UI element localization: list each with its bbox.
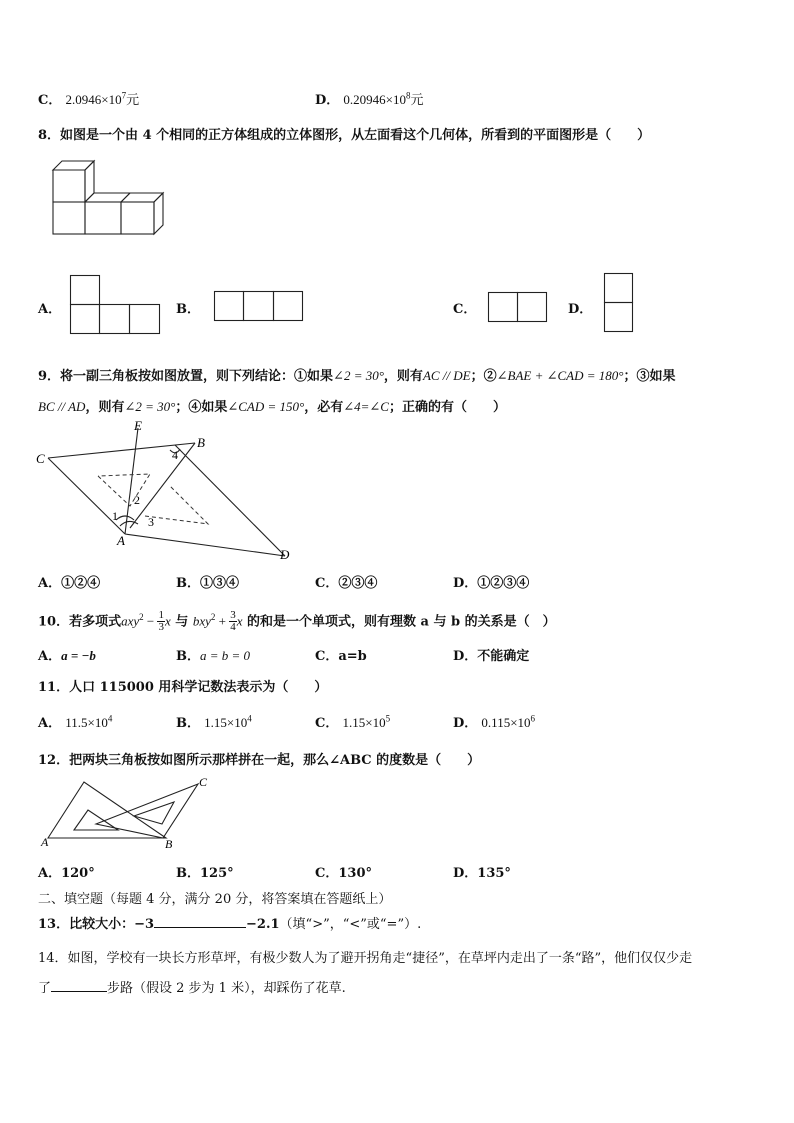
q9-line2-mid: ，则有 <box>85 400 125 415</box>
q9-label-1: 1 <box>112 509 118 523</box>
q8-option-c-figure[interactable] <box>488 292 552 324</box>
q9-option-b[interactable]: B．①③④ <box>176 576 239 591</box>
q12-label-b: B <box>165 837 173 851</box>
q9-option-c[interactable]: C．②③④ <box>315 576 378 591</box>
q11-option-c-value: 1.15×10 <box>342 715 386 730</box>
q11-option-a[interactable] <box>38 712 112 731</box>
q9-math-2: AC // DE <box>422 368 471 383</box>
q7-option-d-exp: 8 <box>406 90 411 101</box>
q9-math-5: ∠2 = 30° <box>124 399 176 414</box>
q12-option-c[interactable]: C．130° <box>315 866 372 881</box>
q12-label-a: A <box>41 835 49 849</box>
q10-option-a[interactable] <box>38 645 96 664</box>
q7-option-d-value: 0.20946×10 <box>343 92 407 107</box>
q9-label-4: 4 <box>172 448 178 462</box>
q9-line1-mid2: ；② <box>470 369 497 384</box>
q9-line1-prefix: 9．将一副三角板按如图放置，则下列结论：①如果 <box>38 369 334 384</box>
q10-frac2-num: 3 <box>230 609 236 622</box>
q11-option-c-label: C． <box>315 716 339 731</box>
q12-option-a[interactable]: A．120° <box>38 866 95 881</box>
q11-option-d-label: D． <box>453 716 478 731</box>
q12-triangle-figure <box>38 774 218 850</box>
q10-fraction-2 <box>229 610 237 633</box>
q7-option-d[interactable] <box>315 89 424 108</box>
q10-x1: x <box>164 613 171 629</box>
q9-math-7: ∠4=∠C <box>343 399 389 414</box>
q10-option-d[interactable]: D．不能确定 <box>453 649 530 664</box>
q9-label-2: 2 <box>134 493 140 507</box>
q9-label-a: A <box>117 533 125 548</box>
q9-label-e: E <box>134 418 142 433</box>
q10-with: 与 <box>170 614 193 630</box>
q11-option-b-label: B． <box>176 716 200 731</box>
q9-label-b: B <box>197 435 205 450</box>
q10-frac1-den: 3 <box>158 621 164 634</box>
q14-line2-prefix: 了 <box>38 981 52 996</box>
q10-plus: + <box>215 613 230 629</box>
q10-option-a-label: A． <box>38 649 62 664</box>
q11-option-a-label: A． <box>38 716 62 731</box>
q9-math-4: BC // AD <box>38 399 86 414</box>
q8-question: 8．如图是一个由 4 个相同的正方体组成的立体图形，从左面看这个几何体，所看到的平面图形是（ ） <box>38 128 651 143</box>
q10-frac1-num: 1 <box>158 609 164 622</box>
q9-option-d[interactable]: D．①②③④ <box>453 576 530 591</box>
q9-math-6: ∠CAD = 150° <box>227 399 305 414</box>
q9-line2-end: ；正确的有（ ） <box>388 400 506 415</box>
q11-question: 11．人口 115000 用科学记数法表示为（ ） <box>38 680 328 695</box>
q7-option-d-label: D． <box>315 93 340 108</box>
q12-option-d[interactable]: D．135° <box>453 866 511 881</box>
q12-option-b[interactable]: B．125° <box>176 866 234 881</box>
q11-option-a-value: 11.5×10 <box>65 715 108 730</box>
q8-option-c-label[interactable]: C． <box>453 302 477 317</box>
q9-line1-end: ；③如果 <box>623 369 676 384</box>
q12-question: 12．把两块三角板按如图所示那样拼在一起，那么∠ABC 的度数是（ ） <box>38 753 481 768</box>
q14-line2 <box>38 977 346 996</box>
q10-minus: − <box>143 613 158 629</box>
q14-line1: 14．如图，学校有一块长方形草坪，有极少数人为了避开拐角走“捷径”，在草坪内走出了一条“路”，他们仅仅少走 <box>38 951 693 966</box>
q8-cube-figure <box>48 158 173 238</box>
q10-option-c[interactable]: C．a=b <box>315 649 367 664</box>
q8-option-b-label[interactable]: B． <box>176 302 200 317</box>
q9-line2 <box>38 396 506 415</box>
q10-prefix: 10．若多项式 <box>38 614 122 630</box>
q13-answer-blank[interactable] <box>154 927 246 928</box>
q10-fraction-1 <box>157 610 165 633</box>
q8-option-b-figure[interactable] <box>214 291 306 323</box>
q10-poly1: axy <box>121 613 140 629</box>
q7-option-c-label: C． <box>38 93 62 108</box>
q10-option-a-text: a = −b <box>61 648 96 663</box>
q8-option-a-label[interactable]: A． <box>38 302 62 317</box>
q10-suffix: 的和是一个单项式，则有理数 a 与 b 的关系是（ ） <box>242 614 556 630</box>
q7-option-c[interactable] <box>38 89 139 108</box>
q11-option-a-exp: 4 <box>107 713 113 724</box>
q13-suffix: （填“>”，“<”或“=”）. <box>279 917 422 932</box>
q11-option-b[interactable] <box>176 712 252 731</box>
q7-option-d-unit: 元 <box>410 93 424 108</box>
q11-option-d-value: 0.115×10 <box>481 715 531 730</box>
q8-option-d-label[interactable]: D． <box>568 302 593 317</box>
q7-option-c-unit: 元 <box>126 93 140 108</box>
q14-line2-suffix: 步路（假设 2 步为 1 米），却踩伤了花草. <box>107 981 346 996</box>
q10-option-b-label: B． <box>176 649 200 664</box>
q11-option-b-value: 1.15×10 <box>204 715 248 730</box>
q9-line2-mid2: ；④如果 <box>175 400 228 415</box>
q10-poly2-exp: 2 <box>210 612 216 622</box>
q10-poly2: bxy <box>192 613 211 629</box>
q14-answer-blank[interactable] <box>51 991 107 992</box>
q10-frac2-den: 4 <box>230 621 236 634</box>
q11-option-d[interactable] <box>453 712 535 731</box>
q9-line1-mid: ，则有 <box>383 369 423 384</box>
q9-label-d: D <box>280 547 290 562</box>
q10-option-b[interactable] <box>176 645 250 664</box>
q9-label-c: C <box>36 451 45 466</box>
q11-option-d-exp: 6 <box>530 713 536 724</box>
q13-prefix: 13．比较大小：−3 <box>38 917 155 932</box>
q13-suffix-bold: −2.1 <box>246 917 280 932</box>
q9-line2-mid3: ，必有 <box>304 400 344 415</box>
q9-line1 <box>38 365 676 384</box>
q10-x2: x <box>236 613 243 629</box>
q7-option-c-exp: 7 <box>121 90 127 101</box>
q8-option-a-figure[interactable] <box>70 275 162 335</box>
section-fill-in-title: 二、填空题（每题 4 分，满分 20 分，将答案填在答题纸上） <box>38 892 392 907</box>
q10-poly1-exp: 2 <box>139 612 144 622</box>
q10-option-b-text: a = b = 0 <box>200 648 251 663</box>
q9-math-1: ∠2 = 30° <box>333 368 384 383</box>
q9-triangle-figure <box>30 416 300 566</box>
q13-question <box>38 913 421 932</box>
q12-label-c: C <box>199 775 208 789</box>
q11-option-c-exp: 5 <box>385 713 391 724</box>
q9-math-3: ∠BAE + ∠CAD = 180° <box>496 368 624 383</box>
q9-option-a[interactable]: A．①②④ <box>38 576 101 591</box>
q10-question <box>38 603 556 636</box>
q9-label-3: 3 <box>148 515 154 529</box>
q7-option-c-value: 2.0946×10 <box>65 92 122 107</box>
q8-option-d-figure[interactable] <box>604 273 636 335</box>
q11-option-c[interactable] <box>315 712 390 731</box>
q11-option-b-exp: 4 <box>247 713 252 724</box>
